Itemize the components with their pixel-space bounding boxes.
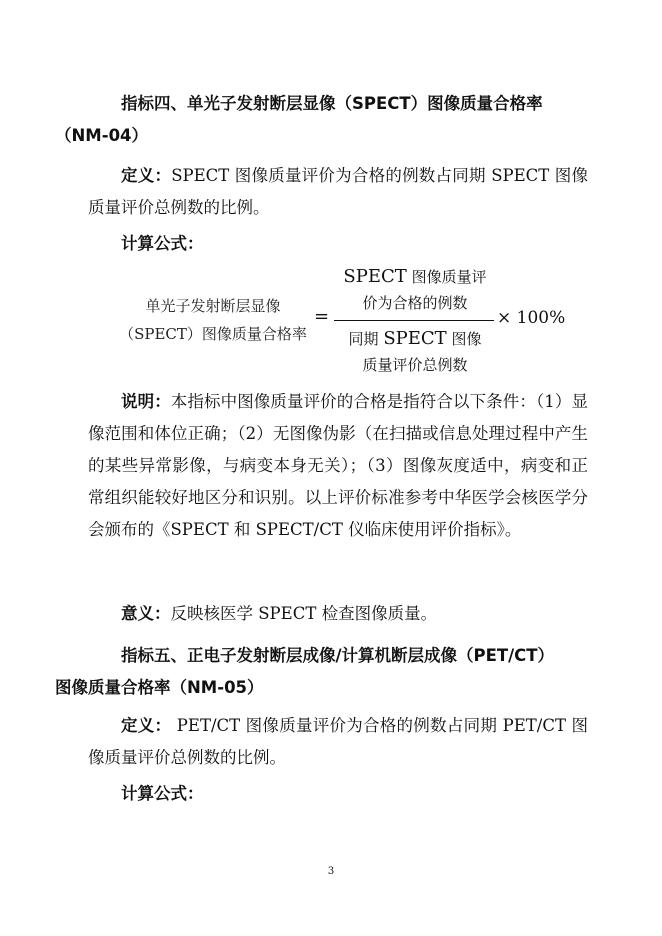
section5-title xyxy=(55,640,588,704)
section4-formula-label xyxy=(88,228,588,260)
definition-text: PET/CT 图像质量评价为合格的例数占同期 PET/CT 图像质量评价总例数的比例。 xyxy=(88,716,588,767)
section5-formula-label xyxy=(88,778,588,810)
formula-numerator xyxy=(334,264,496,316)
section4-definition xyxy=(88,160,588,224)
formula-label: 计算公式： xyxy=(121,784,204,803)
numerator-spect: SPECT xyxy=(343,266,407,287)
formula-label: 计算公式： xyxy=(121,234,204,253)
formula-left xyxy=(108,292,318,348)
section4-title-line2: （NM-04） xyxy=(55,126,149,145)
formula-left-line1: 单光子发射断层显像 xyxy=(145,297,281,315)
definition-label: 定义： xyxy=(121,166,172,185)
formula-denominator xyxy=(334,326,496,378)
definition-label: 定义： xyxy=(121,716,172,735)
formula-left-line2: （SPECT）图像质量合格率 xyxy=(119,325,307,343)
section4-meaning xyxy=(88,598,588,630)
meaning-label: 意义： xyxy=(121,604,171,623)
denominator-prefix: 同期 xyxy=(348,330,384,348)
section5-title-line2: 图像质量合格率（NM-05） xyxy=(55,678,264,697)
section5-title-line1: 指标五、正电子发射断层成像/计算机断层成像（PET/CT） xyxy=(121,646,555,665)
section4-title xyxy=(55,88,588,152)
formula-equals: = xyxy=(314,306,330,327)
denominator-suffix: 图像 xyxy=(446,330,482,348)
fraction-bar xyxy=(334,320,494,321)
numerator-line2: 价为合格的例数 xyxy=(362,294,468,312)
formula-times-100: × 100% xyxy=(497,308,566,328)
numerator-line1-rest: 图像质量评 xyxy=(406,268,487,286)
denominator-spect: SPECT xyxy=(383,328,447,349)
note-label: 说明： xyxy=(121,392,171,411)
note-text: 本指标中图像质量评价的合格是指符合以下条件：（1）显像范围和体位正确；（2）无图像伪影（在扫描或信息处理过程中产生的某些异常影像，与病变本身无关）；（3）图像灰度适中，病变和正常组织能较好地区分和识别。以上评价标准参考中华医学会核医学分会颁布的《SPECT 和 SPECT/CT 仪临床使用评价指标》。 xyxy=(88,392,589,539)
meaning-text: 反映核医学 SPECT 检查图像质量。 xyxy=(170,604,438,623)
page-number: 3 xyxy=(327,866,335,877)
section4-note xyxy=(88,386,588,546)
denominator-line2: 质量评价总例数 xyxy=(362,356,468,374)
section5-definition xyxy=(88,710,588,774)
section4-title-line1: 指标四、单光子发射断层显像（SPECT）图像质量合格率 xyxy=(121,94,543,113)
formula xyxy=(0,262,662,380)
definition-text: SPECT 图像质量评价为合格的例数占同期 SPECT 图像质量评价总例数的比例。 xyxy=(88,166,588,217)
